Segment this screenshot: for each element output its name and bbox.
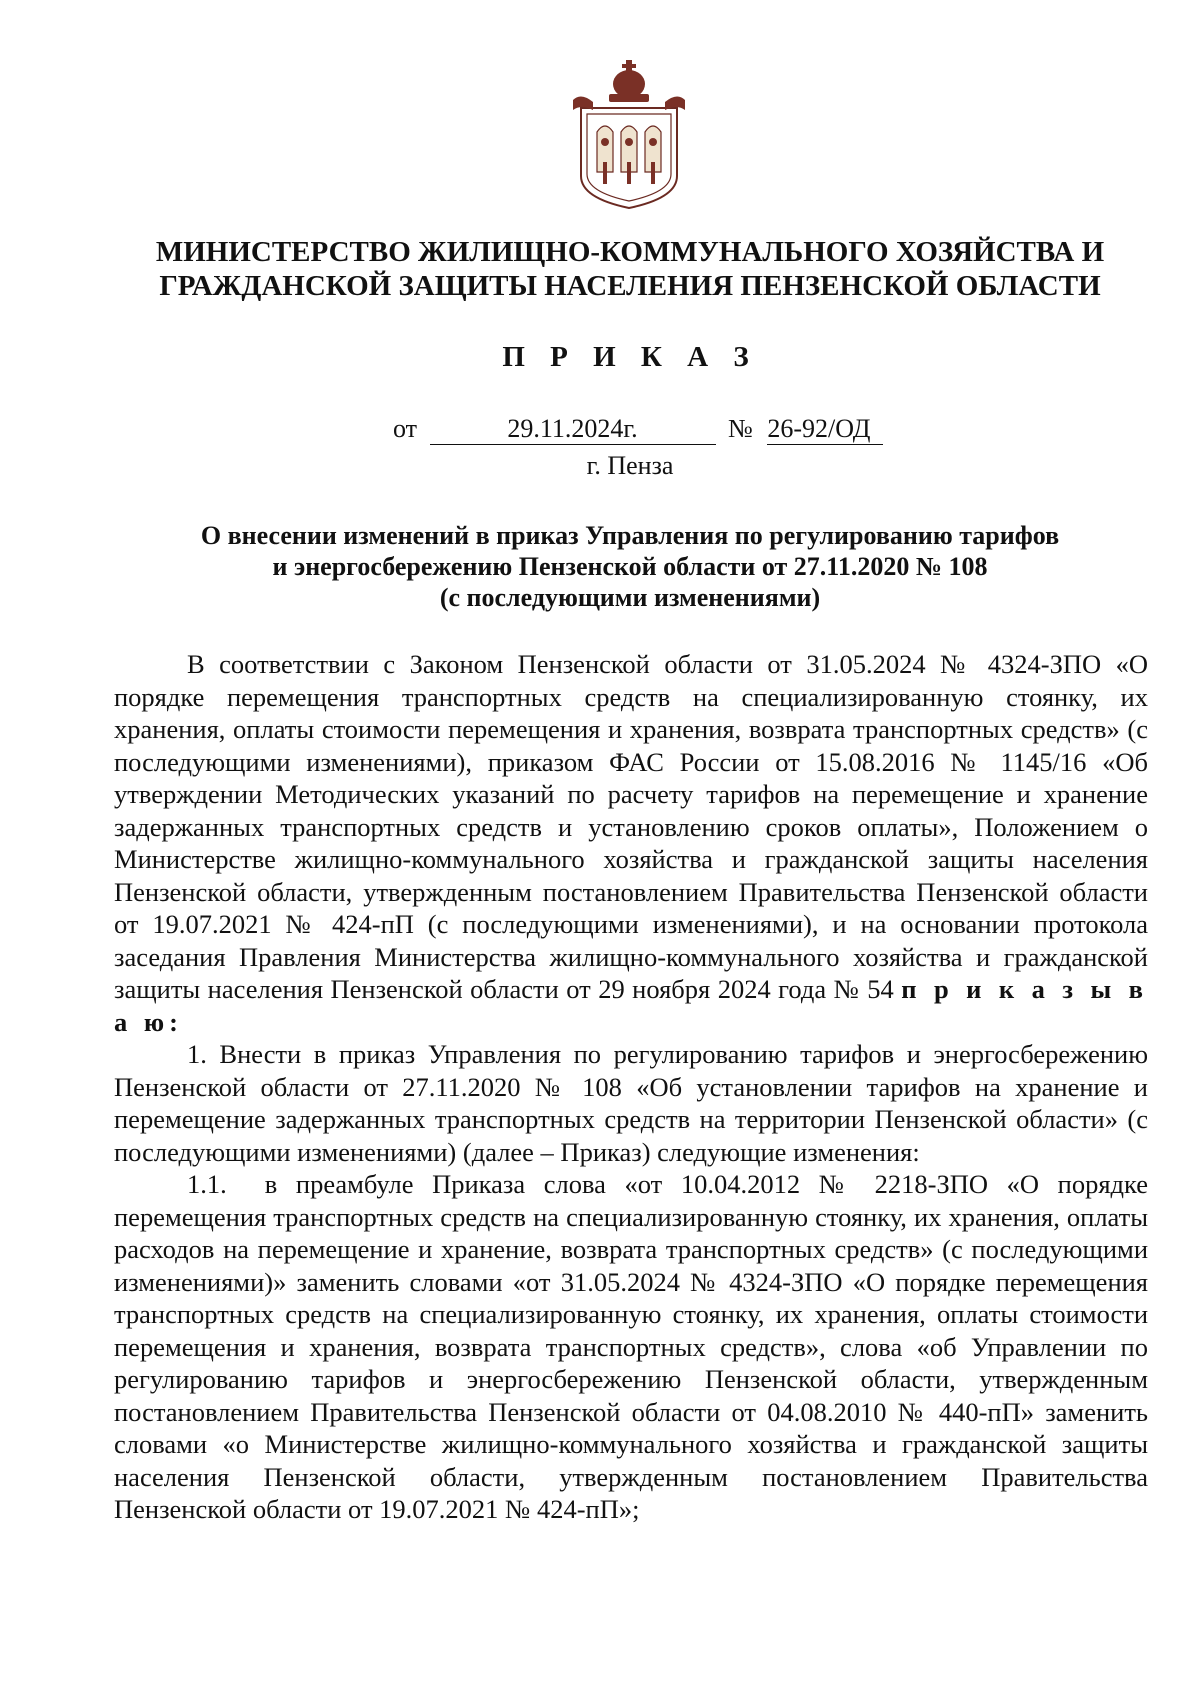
subject-line-2: и энергосбережению Пензенской области от 27.11.2020 № 108 <box>272 552 988 581</box>
number-prefix: № <box>728 414 753 443</box>
order-word: п р и к а з ы в а ю: <box>114 974 1148 1037</box>
item-1-1-text: в преамбуле Приказа слова «от 10.04.2012 № 2218-ЗПО «О порядке перемещения транспортных средств на специализированную стоянку, их хранения, оплаты расходов на перемещение и хранение, возврата транспортных средств» (с последующими изменениями)» заменить словами «от 31.05.2024 № 4324-ЗПО «О порядке перемещения транспортных средств на специализированную стоянку, их хранения, оплаты стоимости перемещения и хранения, возврата транспортных средств», слова «об Управлении по регулированию тарифов и энергосбережению Пензенской области, утвержденным постановлением Правительства Пензенской области от 04.08.2010 № 440-пП» заменить словами «о Министерстве жилищно-коммунального хозяйства и гражданской защиты населения Пензенской области, утвержденным постановлением Правительства Пензенской области от 19.07.2021 № 424-пП»; <box>114 1169 1148 1524</box>
preamble-text: В соответствии с Законом Пензенской области от 31.05.2024 № 4324-ЗПО «О порядке перемещения транспортных средств на специализированную стоянку, их хранения, оплаты стоимости перемещения и хранения, возврата транспортных средств» (с последующими изменениями), приказом ФАС России от 15.08.2016 № 1145/16 «Об утверждении Методических указаний по расчету тарифов на перемещение и хранение задержанных транспортных средств и установлению сроков оплаты», Положением о Министерстве жилищно-коммунального хозяйства и гражданской защиты населения Пензенской области, утвержденным постановлением Правительства Пензенской области от 19.07.2021 № 424-пП (с последующими изменениями), и на основании протокола заседания Правления Министерства жилищно-коммунального хозяйства и гражданской защиты населения Пензенской области от 29 ноября 2024 года № 54 <box>114 649 1148 1004</box>
date-prefix: от <box>393 414 418 443</box>
item-1-paragraph: 1. Внести в приказ Управления по регулированию тарифов и энергосбережению Пензенской области от 27.11.2020 № 108 «Об установлении тарифов на хранение и перемещение задержанных транспортных средств на территории Пензенской области» (с последующими изменениями) (далее – Приказ) следующие изменения: <box>114 1039 1148 1167</box>
item-1-1-paragraph <box>114 1168 1148 1526</box>
document-city: г. Пенза <box>586 451 674 480</box>
document-body <box>114 648 1148 1526</box>
item-1-1-number: 1.1. <box>187 1169 227 1199</box>
date-number-line <box>393 412 883 446</box>
coat-of-arms-icon <box>573 58 685 210</box>
document-subject <box>100 520 1160 613</box>
ministry-name-line-1: МИНИСТЕРСТВО ЖИЛИЩНО-КОММУНАЛЬНОГО ХОЗЯЙСТВА И <box>155 236 1105 268</box>
ministry-name <box>100 235 1160 303</box>
preamble-paragraph <box>114 648 1148 1038</box>
document-number: 26-92/ОД <box>767 414 883 445</box>
subject-line-3: (с последующими изменениями) <box>439 583 821 612</box>
document-type-title: П Р И К А З <box>502 341 758 373</box>
subject-line-1: О внесении изменений в приказ Управления по регулированию тарифов <box>200 521 1060 550</box>
document-date: 29.11.2024г. <box>430 414 716 445</box>
ministry-name-line-2: ГРАЖДАНСКОЙ ЗАЩИТЫ НАСЕЛЕНИЯ ПЕНЗЕНСКОЙ ОБЛАСТИ <box>159 270 1101 302</box>
